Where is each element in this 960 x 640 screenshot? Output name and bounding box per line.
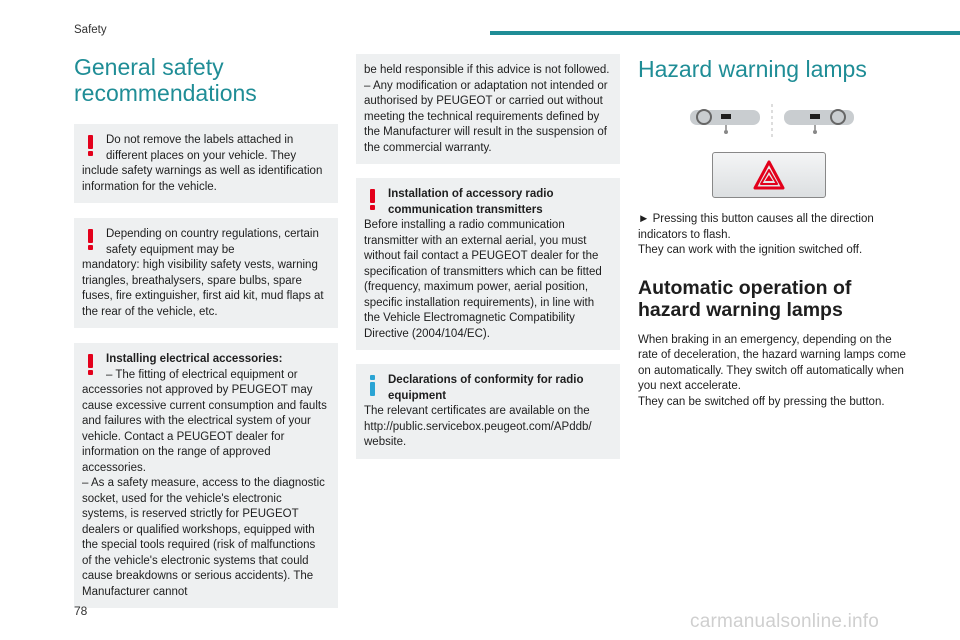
warning-note-radio (356, 178, 620, 350)
automatic-paragraph-2: They can be switched off by pressing the button. (638, 395, 885, 408)
column-left (74, 54, 338, 619)
note-text-first: – The fitting of electrical equipment or (106, 368, 298, 381)
warning-note-labels (74, 124, 338, 203)
automatic-paragraph-1: When braking in an emergency, depending on the rate of deceleration, the hazard warning lamps come on automatically. They switch off automatically when you next accelerate. (638, 333, 906, 392)
hazard-instruction: ► Pressing this button causes all the direction indicators to flash. (638, 213, 874, 241)
warning-note-continued (356, 54, 620, 164)
note-text-body: Before installing a radio communication transmitter with an external aerial, you must without fail contact a PEUGEOT dealer for the specification of transmitters which can be fitted (frequency, maximum power, aerial position, specific installation requirements), in line with the Vehicle Electromagnetic Compatibility Directive (2004/104/EC). (364, 219, 602, 340)
warning-note-equipment (74, 218, 338, 328)
note-heading: Installing electrical accessories: (106, 353, 283, 365)
note-heading: Installation of accessory radio communication transmitters (388, 188, 554, 216)
note-text-rest2: – As a safety measure, access to the diagnostic socket, used for the vehicle's electronic systems, is reserved strictly for PEUGEOT dealers or qualified workshops, equipped with the special tools required (risk of malfunctions of the vehicle's electronic systems that could cause breakdowns or serious accidents). The Manufacturer cannot (82, 477, 325, 598)
exclamation-icon (88, 354, 93, 375)
exclamation-icon (370, 189, 375, 210)
note-text-rest: mandatory: high visibility safety vests, warning triangles, breathalysers, spare bulbs, spare fuses, fire extinguisher, first aid kit, mud flaps at the rear of the vehicle, etc. (82, 259, 324, 318)
hazard-triangle-icon (753, 160, 785, 190)
info-note-conformity (356, 364, 620, 459)
dashboard-illustration (638, 100, 906, 148)
dashboard-right-panel (784, 110, 854, 134)
section-title-general-safety: General safety recommendations (74, 54, 257, 106)
hazard-warning-button[interactable] (712, 152, 826, 198)
exclamation-icon (88, 229, 93, 250)
dashboard-left-panel (690, 110, 760, 134)
subsection-title-automatic: Automatic operation of hazard warning lamps (638, 276, 852, 321)
info-icon (370, 375, 375, 396)
note-text-first: Depending on country regulations, certain safety equipment may be (106, 228, 319, 256)
section-title-hazard-lamps: Hazard warning lamps (638, 56, 867, 82)
note-text-first: Do not remove the labels attached in different places on your vehicle. They (106, 134, 297, 162)
column-right (638, 54, 906, 410)
note-text-body: The relevant certificates are available on the http://public.servicebox.peugeot.com/APddb/ website. (364, 405, 592, 448)
column-middle (356, 54, 620, 470)
note-text-p1: be held responsible if this advice is not followed. (364, 64, 610, 76)
note-text-rest: accessories not approved by PEUGEOT may cause excessive current consumption and faults and failures with the electrical system of your vehicle. Contact a PEUGEOT dealer for information on the range of approved accessories. (82, 384, 327, 474)
note-heading: Declarations of conformity for radio equipment (388, 374, 584, 402)
header-accent-bar (490, 31, 960, 35)
hazard-instruction-2: They can work with the ignition switched off. (638, 244, 863, 256)
page-number: 78 (74, 604, 88, 618)
header-section-label: Safety (74, 24, 107, 36)
watermark: carmanualsonline.info (690, 611, 880, 632)
exclamation-icon (88, 135, 93, 156)
warning-note-electrical (74, 343, 338, 608)
note-text-rest: include safety warnings as well as identification information for the vehicle. (82, 165, 323, 193)
note-text-p2: – Any modification or adaptation not intended or authorised by PEUGEOT or carried out without meeting the technical requirements defined by the Manufacturer will result in the suspension of the commercial warranty. (364, 79, 608, 154)
